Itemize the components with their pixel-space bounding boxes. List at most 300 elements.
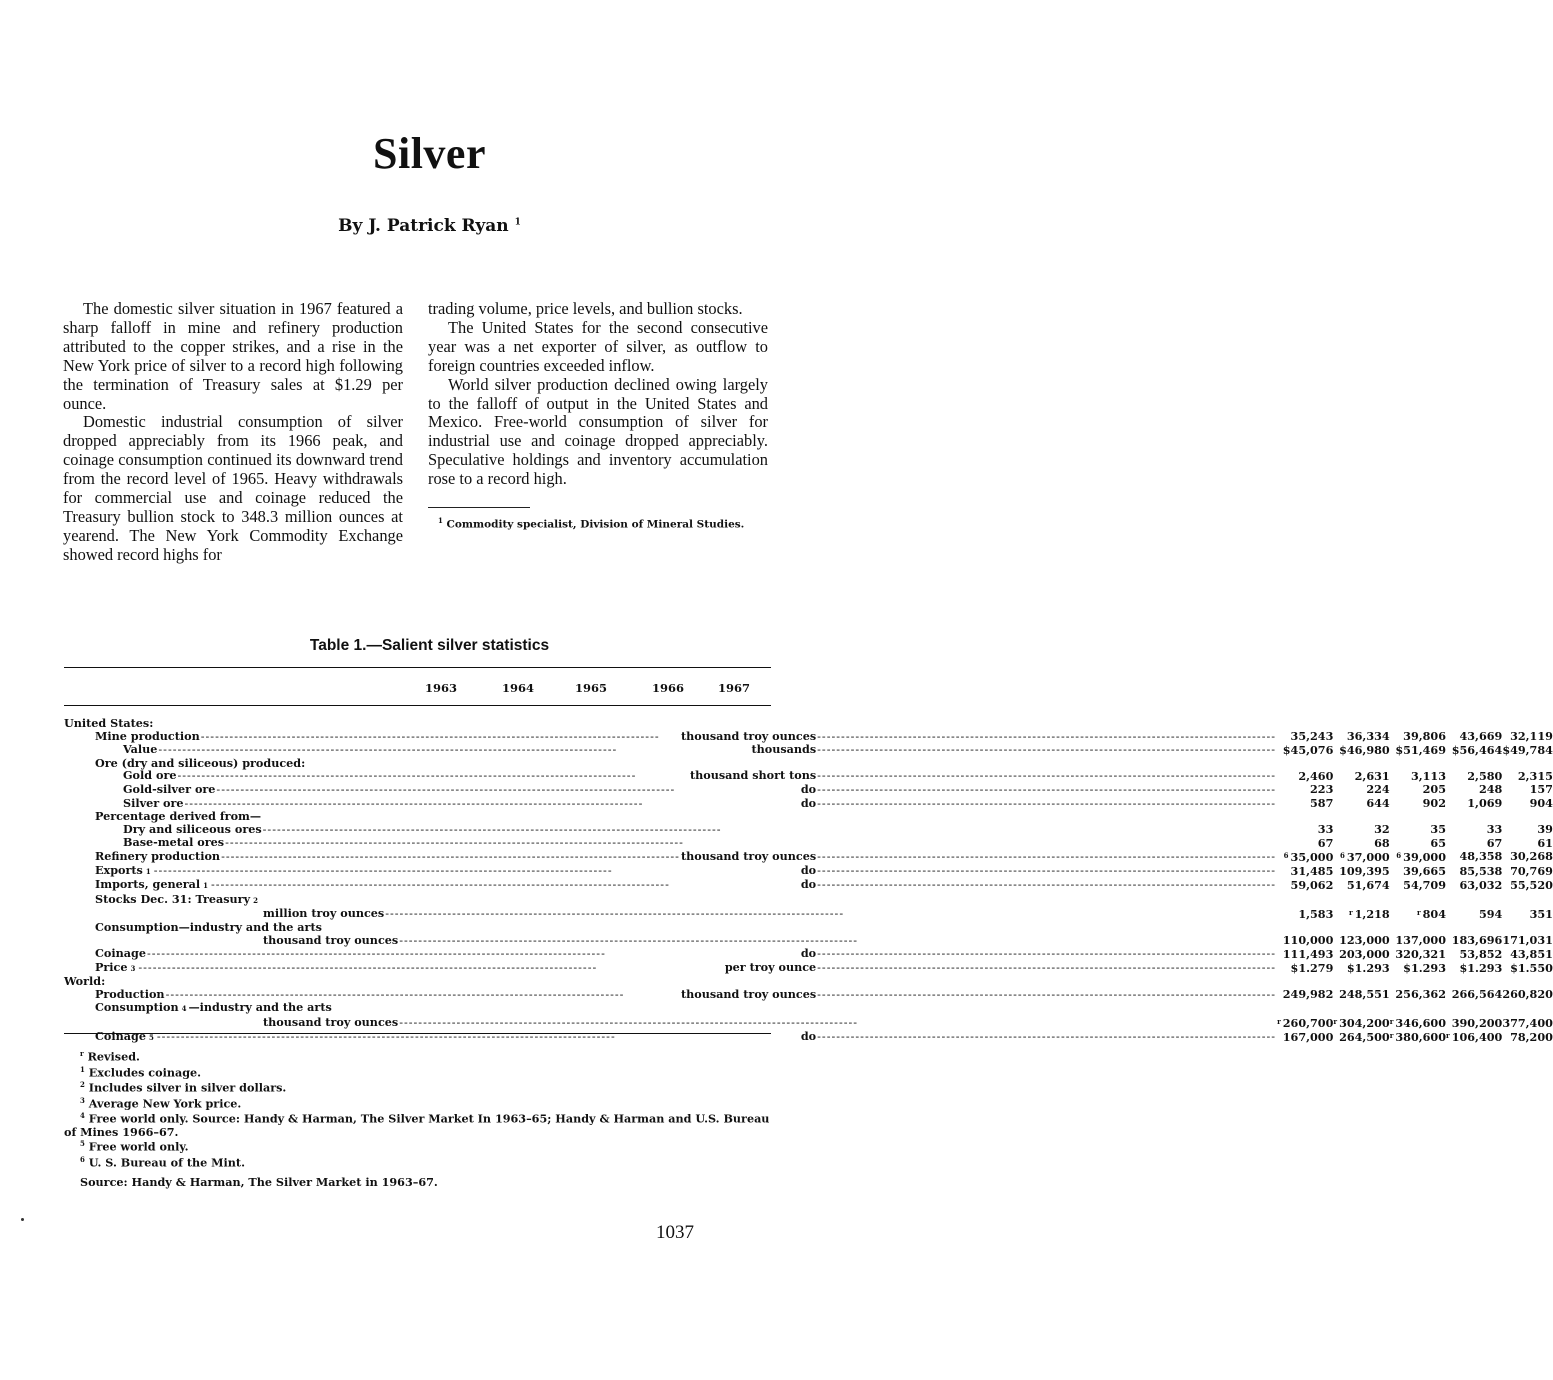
table-cell [1446,717,1502,730]
cell-value: 39 [1537,822,1553,837]
table-cell [1502,947,1553,961]
row-label: United States: [64,716,154,730]
author-footnote [428,515,768,531]
cell-value: 380,600 [1395,1030,1446,1045]
table-row [64,783,1553,797]
table-row [64,878,1553,893]
paragraph: World silver production declined owing largely to the falloff of output in the United States and Mexico. Free-world consumption of silver for industrial use and coinage dropped appreciably. Speculative holdings and inventory accumulation rose to a record high. [428,374,768,489]
paragraph: Domestic industrial consumption of silver dropped appreciably from its 1966 peak, and coinage consumption continued its downward trend from the record level of 1965. Heavy withdrawals for commercial use and coinage reduced the Treasury bullion stock to 348.3 million ounces at yearend. The New York Commodity Exchange showed record highs for [63,412,403,564]
cell-value: 2,315 [1517,768,1553,783]
row-label-cell [64,823,1277,837]
table-cell [1277,1001,1333,1016]
cell-value: 3,113 [1410,768,1446,783]
cell-value: 902 [1422,796,1446,811]
cell-value: 32 [1374,822,1390,837]
cell-value: 109,395 [1339,863,1390,878]
cell-value: 346,600 [1395,1016,1446,1031]
table-cell [1502,893,1553,908]
cell-value: 67 [1486,835,1503,850]
byline-text: By J. Patrick Ryan [338,216,509,236]
footnote-text: Commodity specialist, Division of Mineral Studies. [446,518,745,531]
cell-value: 904 [1529,796,1553,811]
note-text: Includes silver in silver dollars. [88,1080,287,1095]
dot-leader [154,864,800,878]
table-cell [1446,934,1502,948]
table-cell [1333,850,1389,864]
cell-value: 594 [1478,906,1503,921]
table-cell [1333,757,1389,770]
table-cell [1502,717,1553,730]
cell-value: 260,820 [1502,987,1553,1002]
row-label-footnote-mark: 5 [148,1032,154,1042]
table-cell [1502,1001,1553,1016]
table-cell [1390,893,1446,908]
dot-leader [399,934,858,948]
table-title: Table 1.—Salient silver statistics [309,637,550,654]
note-mark: 3 [80,1095,85,1105]
cell-value: 54,709 [1403,878,1446,893]
page-title: Silver [373,129,486,178]
table-cell [1277,717,1333,730]
year-header: 1965 [574,681,607,695]
cell-value: 167,000 [1282,1029,1334,1044]
cell-value: 644 [1366,796,1390,811]
table-cell [1277,878,1333,893]
cell-value: 106,400 [1451,1030,1503,1045]
table-cell [1446,1001,1502,1016]
table-cell [1502,797,1553,811]
row-label-footnote-mark: 1 [203,881,208,891]
cell-value: 63,032 [1459,878,1503,893]
cell-value: $49,784 [1502,742,1553,757]
cell-value: 2,631 [1354,768,1390,783]
table-row [64,961,1553,976]
cell-value: $56,464 [1451,742,1503,757]
cell-value: 33 [1317,822,1334,837]
cell-value: 203,000 [1339,946,1390,961]
table-cell [1390,783,1446,797]
table-cell [1502,961,1553,976]
cell-value: 39,000 [1403,849,1446,864]
table-note [64,1079,776,1095]
table-cell [1446,757,1502,770]
row-label-cell [64,878,1277,893]
note-mark: 6 [80,1154,85,1164]
dot-leader [817,850,1276,864]
cell-value: 1,583 [1298,906,1334,921]
scan-speck [21,1218,24,1221]
table-cell [1502,864,1553,879]
table-cell [1277,934,1333,948]
table-cell [1502,783,1553,797]
row-label-cell [64,757,1277,770]
dot-leader [225,836,1276,850]
note-text: Free world only. Source: Handy & Harman, The Silver Market In 1963–65; Handy & Harman and U.S. Bureau of Mines 1966–67. [64,1111,770,1139]
table-cell [1502,810,1553,823]
table-row [64,934,1553,948]
cell-value: $1.293 [1403,960,1446,975]
table-row [64,850,1553,864]
cell-value: 248,551 [1339,987,1390,1002]
table-cell [1333,975,1389,988]
table-cell [1333,769,1389,783]
table-cell [1277,961,1333,976]
table-cell [1277,783,1333,797]
table-row [64,864,1553,879]
table-row [64,907,1553,921]
note-mark: 5 [80,1139,85,1149]
table-cell [1390,864,1446,879]
table-cell [1446,797,1502,811]
table-row [64,988,1553,1002]
table-cell [1333,743,1389,757]
year-header: 1963 [424,681,457,695]
byline [0,216,859,236]
dot-leader [817,730,1276,744]
cell-value: 304,200 [1339,1016,1390,1031]
table-cell [1390,947,1446,961]
dot-leader [263,823,1276,837]
row-unit: do [800,1028,817,1043]
table-cell [1446,769,1502,783]
footnote-mark: 1 [438,516,443,526]
dot-leader [216,783,799,797]
table-cell [1333,783,1389,797]
table-cell [1277,769,1333,783]
page-number: 1037 [656,1222,694,1243]
table-cell [1446,823,1502,837]
table-cell [1390,757,1446,770]
cell-value: 111,493 [1282,946,1334,961]
cell-value: 351 [1529,906,1553,921]
table-cell [1390,743,1446,757]
row-label-cell [64,988,1277,1002]
table-cell [1333,934,1389,948]
cell-value: 249,982 [1282,987,1334,1002]
table-source: Source: Handy & Harman, The Silver Market in 1963–67. [80,1174,438,1189]
cell-value: 248 [1478,782,1503,797]
row-label-cell [64,730,1277,744]
row-label: Dry and siliceous ores [123,821,262,836]
row-unit: per troy ounce [724,959,817,974]
row-label: Imports, general [95,877,201,892]
row-label: Mine production [95,728,200,743]
table-cell [1277,797,1333,811]
table-cell [1446,864,1502,879]
table-cell [1502,757,1553,770]
table-cell [1277,743,1333,757]
table-cell [1446,947,1502,961]
dot-leader [817,1030,1276,1044]
cell-value: 36,334 [1346,729,1390,744]
note-text: Revised. [87,1049,140,1064]
table-cell [1390,717,1446,730]
table-cell [1446,730,1502,744]
cell-value: 377,400 [1502,1015,1553,1030]
table-cell [1333,893,1389,908]
table-cell [1390,921,1446,934]
table-note [64,1154,776,1170]
table-row [64,1016,1553,1030]
note-mark: r [80,1049,84,1058]
table-cell [1333,907,1389,921]
salient-statistics-table [64,717,1553,1044]
table-notes [64,1048,776,1188]
cell-value: 266,564 [1451,987,1503,1002]
table-row [64,717,1553,730]
table-note [64,1064,776,1080]
cell-value: 260,700 [1282,1016,1334,1031]
row-label: Price [95,959,128,974]
cell-value: 67 [1317,835,1334,850]
cell-value: 55,520 [1510,878,1553,893]
table-row [64,947,1553,961]
cell-value: 256,362 [1395,987,1446,1002]
table-cell [1277,810,1333,823]
note-mark: 4 [80,1111,85,1121]
year-header: 1964 [501,681,534,695]
dot-leader [817,961,1276,975]
cell-value: 59,062 [1290,878,1334,893]
table-row [64,743,1553,757]
cell-value: 43,669 [1459,729,1503,744]
table-cell [1390,961,1446,976]
cell-footnote-mark: r [1389,1017,1394,1027]
table-cell [1390,878,1446,893]
cell-value: 2,460 [1298,768,1334,783]
table-cell [1333,921,1389,934]
row-label: Percentage derived from— [95,809,262,824]
cell-footnote-mark: 6 [1396,850,1402,860]
dot-leader [221,850,680,864]
table-header-rule [64,705,771,706]
table-cell [1446,810,1502,823]
row-label-cell [64,769,1277,783]
row-label-cell [64,743,1277,757]
note-mark: 1 [80,1064,85,1074]
dot-leader [817,743,1276,757]
row-label-cell [64,1016,1277,1030]
cell-value: 587 [1310,796,1334,811]
table-cell [1277,921,1333,934]
table-cell [1502,988,1553,1002]
note-text: Excludes coinage. [88,1065,202,1080]
table-cell [1277,850,1333,864]
row-label: Production [95,986,165,1001]
table-cell [1390,810,1446,823]
paragraph: trading volume, price levels, and bullion stocks. [428,299,743,318]
table-cell [1333,810,1389,823]
row-label-cell [64,907,1277,921]
table-cell [1502,878,1553,893]
dot-leader [817,988,1276,1002]
table-row [64,836,1553,850]
body-column-right [428,300,768,531]
table-cell [1333,878,1389,893]
row-label-cell [64,717,1277,730]
note-text: Average New York price. [88,1096,242,1111]
row-label-cell [64,797,1277,811]
dot-leader [817,878,1276,892]
table-row [64,730,1553,744]
row-label: Base-metal ores [123,835,225,850]
table-row [64,797,1553,811]
cell-value: 224 [1366,782,1390,797]
year-header: 1966 [651,681,684,695]
row-label-cell [64,921,1277,934]
row-label: Gold ore [123,768,177,783]
cell-value: 157 [1529,782,1553,797]
cell-value: 51,674 [1346,878,1390,893]
cell-value: $46,980 [1339,742,1390,757]
table-cell [1277,975,1333,988]
cell-value: 35 [1430,822,1446,837]
row-unit: thousand troy ounces [263,1015,399,1030]
row-unit: thousand short tons [689,768,817,783]
row-label-cell [64,783,1277,797]
table-cell [1390,1001,1446,1016]
row-label-footnote-mark: 4 [181,1004,187,1014]
cell-footnote-mark: 6 [1339,850,1345,860]
dot-leader [817,783,1276,797]
cell-value: 137,000 [1395,933,1446,947]
table-cell [1502,1016,1553,1030]
table-cell [1446,988,1502,1002]
cell-value: 1,218 [1354,907,1390,922]
cell-footnote-mark: r [1277,1017,1281,1027]
table-cell [1277,1016,1333,1030]
dot-leader [138,961,723,975]
table-cell [1446,783,1502,797]
table-cell [1502,934,1553,948]
cell-value: 30,268 [1510,849,1553,864]
paragraph: The domestic silver situation in 1967 featured a sharp falloff in mine and refinery production attributed to the copper strikes, and a rise in the New York price of silver to a record high following the termination of Treasury sales at $1.29 per ounce. [63,299,403,413]
row-label-suffix: —industry and the arts [188,1000,332,1015]
row-unit: thousand troy ounces [680,986,817,1001]
table-cell [1277,836,1333,850]
row-label-cell [64,961,1277,976]
row-label-cell [64,975,1277,988]
table-row [64,1001,1553,1016]
dot-leader [817,947,1276,961]
cell-value: $51,469 [1395,742,1446,757]
row-unit: do [800,781,817,796]
table-cell [1390,850,1446,864]
table-cell [1390,836,1446,850]
table-cell [1333,947,1389,961]
row-unit: million troy ounces [263,906,385,921]
table-cell [1390,823,1446,837]
row-label: Consumption [95,1000,179,1015]
cell-value: $1.279 [1290,960,1334,975]
table-cell [1277,730,1333,744]
table-cell [1390,1016,1446,1030]
table-cell [1277,757,1333,770]
cell-value: 31,485 [1290,863,1334,878]
table-cell [1502,836,1553,850]
table-cell [1390,769,1446,783]
cell-value: 123,000 [1339,933,1390,947]
dot-leader [211,878,800,892]
table-cell [1446,850,1502,864]
table-cell [1333,961,1389,976]
cell-value: 53,852 [1459,946,1503,961]
row-unit: do [800,795,817,810]
cell-value: 61 [1537,835,1553,850]
row-unit: do [800,862,817,877]
table-cell [1446,836,1502,850]
note-mark: 2 [80,1080,85,1090]
table-cell [1446,743,1502,757]
cell-value: 390,200 [1451,1015,1503,1030]
dot-leader [201,730,680,744]
cell-value: $1.293 [1346,960,1390,975]
table-cell [1277,823,1333,837]
row-unit: thousand troy ounces [680,848,817,863]
row-label-cell [64,810,1277,823]
cell-footnote-mark: r [1348,908,1353,918]
table-row [64,975,1553,988]
row-label-footnote-mark: 1 [145,866,151,876]
row-label-cell [64,947,1277,961]
cell-value: 32,119 [1510,729,1553,744]
dot-leader [157,1030,800,1044]
table-cell [1502,975,1553,988]
row-label-cell [64,1030,1277,1045]
byline-footnote-mark: 1 [514,217,521,228]
row-label: Exports [95,862,143,877]
dot-leader [147,947,800,961]
table-cell [1333,1016,1389,1030]
cell-value: 85,538 [1459,863,1503,878]
cell-footnote-mark: r [1446,1031,1450,1041]
cell-value: 320,321 [1395,946,1446,961]
body-column-left [63,300,403,565]
row-label-cell [64,1001,1277,1016]
row-unit: do [800,946,817,961]
cell-value: 70,769 [1510,863,1553,878]
table-row [64,921,1553,934]
cell-value: $45,076 [1282,742,1334,757]
cell-value: 39,665 [1403,863,1446,878]
row-label: Consumption—industry and the arts [95,919,322,934]
dot-leader [385,907,844,921]
cell-value: 183,696 [1451,933,1503,947]
table-cell [1333,988,1389,1002]
table-cell [1446,907,1502,921]
table-cell [1502,743,1553,757]
cell-value: $1.293 [1459,960,1503,975]
table-row [64,893,1553,908]
row-label: Value [123,742,158,757]
paragraph: The United States for the second consecutive year was a net exporter of silver, as outflow to foreign countries exceeded inflow. [428,317,768,375]
table-row [64,810,1553,823]
table-cell [1333,836,1389,850]
table-row [64,823,1553,837]
table-cell [1277,947,1333,961]
table-cell [1390,934,1446,948]
cell-value: 65 [1430,835,1446,850]
row-label: Silver ore [123,795,184,810]
cell-footnote-mark: r [1389,1031,1394,1041]
cell-value: 35,243 [1290,729,1334,744]
table-note [64,1095,776,1111]
table-cell [1446,1030,1502,1045]
cell-value: 78,200 [1510,1029,1553,1044]
cell-value: $1.550 [1510,960,1553,975]
row-label-cell [64,864,1277,879]
cell-value: 1,069 [1467,796,1503,811]
